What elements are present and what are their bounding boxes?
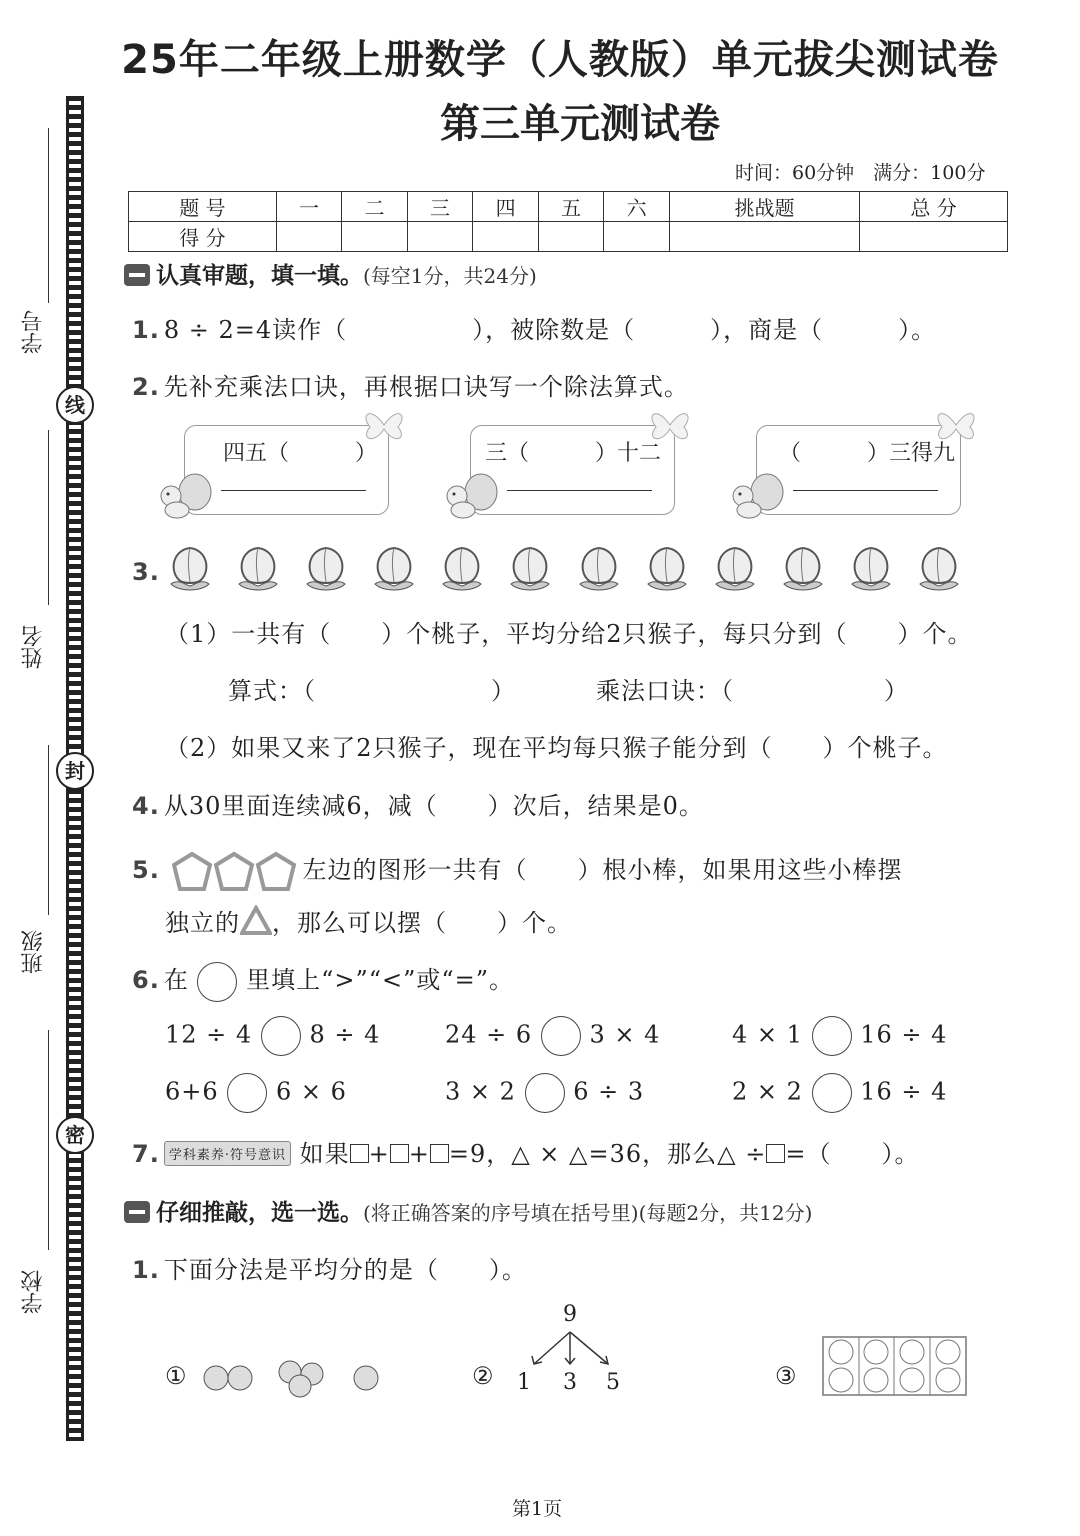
pentagon-sticks-icon — [172, 851, 302, 893]
score-cell[interactable] — [407, 222, 473, 252]
answer-line[interactable] — [221, 490, 366, 491]
question-1-3-rhyme: 乘法口诀：（ ） — [596, 677, 909, 705]
score-cell[interactable] — [473, 222, 539, 252]
butterfly-icon — [360, 405, 408, 447]
question-text: 如果 — [299, 1140, 350, 1168]
squirrel-icon — [441, 470, 501, 520]
compare-right: 6 ÷ 3 — [573, 1077, 645, 1106]
compare-item — [445, 1016, 660, 1056]
butterfly-icon — [932, 405, 980, 447]
compare-answer-circle[interactable] — [227, 1073, 267, 1113]
compare-left: 24 ÷ 6 — [445, 1020, 533, 1049]
score-row-label: 得 分 — [129, 222, 277, 252]
compare-left: 2 × 2 — [732, 1077, 803, 1106]
section-number-icon — [124, 1201, 150, 1223]
score-cell[interactable] — [860, 222, 1008, 252]
tree-arrows-icon — [520, 1330, 620, 1370]
question-number: 7. — [132, 1140, 160, 1168]
question-1-3-formula: 算式：（ ） — [228, 677, 516, 705]
compare-left: 4 × 1 — [732, 1020, 803, 1049]
section2-note: (将正确答案的序号填在括号里)(每题2分，共12分) — [363, 1201, 813, 1225]
rhyme-text: 四五（ ） — [223, 441, 378, 466]
page-title: 25年二年级上册数学（人教版）单元拔尖测试卷 — [121, 37, 999, 83]
score-cell[interactable] — [276, 222, 342, 252]
compare-answer-circle[interactable] — [525, 1073, 565, 1113]
apple-group-icon — [200, 1352, 390, 1398]
time-info: 时间：60分钟 满分：100分 — [735, 162, 986, 184]
score-cell[interactable] — [604, 222, 670, 252]
question-text: 独立的 — [165, 909, 240, 937]
compare-right: 3 × 4 — [589, 1020, 661, 1049]
peach-icon — [301, 540, 351, 592]
option-1-label: ① — [165, 1362, 188, 1390]
score-header-cell: 题 号 — [129, 192, 277, 222]
score-cell[interactable] — [342, 222, 408, 252]
peach-icon — [437, 540, 487, 592]
compare-left: 3 × 2 — [445, 1077, 516, 1106]
score-header-cell: 一 — [276, 192, 342, 222]
score-header-cell: 挑战题 — [669, 192, 859, 222]
seal-seal: 封 — [56, 752, 94, 790]
score-header-cell: 四 — [473, 192, 539, 222]
answer-line[interactable] — [507, 490, 652, 491]
compare-item — [165, 1073, 347, 1113]
literacy-badge: 学科素养·符号意识 — [164, 1141, 291, 1166]
seal-secret: 密 — [56, 1116, 94, 1154]
tree-top: 9 — [563, 1302, 577, 1327]
compare-left: 6+6 — [165, 1077, 219, 1106]
score-header-cell: 三 — [407, 192, 473, 222]
question-2-1 — [132, 1250, 527, 1285]
page-subtitle: 第三单元测试卷 — [440, 101, 720, 147]
peach-icon — [642, 540, 692, 592]
label-class: 班级 — [21, 930, 46, 974]
tree-leaf: 3 — [563, 1370, 577, 1395]
compare-answer-circle[interactable] — [812, 1073, 852, 1113]
compare-item — [732, 1016, 947, 1056]
section1-heading — [124, 257, 537, 290]
question-number: 1. — [132, 316, 160, 344]
question-1-2 — [132, 367, 689, 402]
question-number: 4. — [132, 792, 160, 820]
square-symbol — [350, 1144, 369, 1163]
question-text: 左边的图形一共有（ ）根小棒，如果用这些小棒摆 — [302, 856, 903, 884]
compare-left: 12 ÷ 4 — [165, 1020, 253, 1049]
page-number: 第1页 — [512, 1498, 563, 1520]
seal-line: 线 — [56, 386, 94, 424]
section1-note: (每空1分，共24分) — [363, 264, 537, 288]
compare-item — [445, 1073, 644, 1113]
question-text: =9，△ × △=36，那么△ ÷ — [448, 1140, 767, 1168]
rhyme-text: （ ）三得九 — [779, 441, 956, 466]
question-text: 在 — [163, 966, 189, 994]
question-1-4 — [132, 786, 704, 821]
question-number: 6. — [132, 966, 160, 994]
option-3-label: ③ — [775, 1362, 798, 1390]
score-cell[interactable] — [669, 222, 859, 252]
peach-icon — [574, 540, 624, 592]
class-line — [48, 745, 49, 915]
label-name: 姓名 — [21, 625, 46, 669]
score-header-cell: 二 — [342, 192, 408, 222]
tree-leaf: 1 — [517, 1370, 531, 1395]
question-text: ，那么可以摆（ ）个。 — [272, 909, 572, 937]
peach-icon — [914, 540, 964, 592]
score-table — [128, 191, 1008, 252]
peach-icon — [778, 540, 828, 592]
question-number: 3. — [132, 558, 160, 586]
triangle-sticks-icon — [240, 905, 272, 935]
rhyme-text: 三（ ）十二 — [485, 441, 662, 466]
question-text: 先补充乘法口诀，再根据口诀写一个除法算式。 — [163, 373, 689, 401]
compare-answer-circle[interactable] — [541, 1016, 581, 1056]
squirrel-icon — [155, 470, 215, 520]
square-symbol — [390, 1144, 409, 1163]
butterfly-icon — [646, 405, 694, 447]
question-1-5-line2 — [165, 903, 572, 938]
question-number: 5. — [132, 856, 160, 884]
student-id-line — [48, 128, 49, 303]
question-text: 下面分法是平均分的是（ ）。 — [163, 1256, 527, 1284]
section2-heading — [124, 1194, 812, 1227]
peach-icon — [710, 540, 760, 592]
squirrel-icon — [727, 470, 787, 520]
square-symbol — [766, 1144, 785, 1163]
compare-answer-circle[interactable] — [261, 1016, 301, 1056]
question-1-3-number — [132, 558, 164, 586]
peach-icon — [233, 540, 283, 592]
peach-row — [165, 540, 977, 596]
compare-right: 16 ÷ 4 — [860, 1077, 948, 1106]
compare-answer-circle[interactable] — [812, 1016, 852, 1056]
compare-right: 16 ÷ 4 — [860, 1020, 948, 1049]
compare-item — [732, 1073, 947, 1113]
score-cell[interactable] — [538, 222, 604, 252]
section2-title: 仔细推敲，选一选。 — [156, 1200, 363, 1226]
question-1-1 — [132, 310, 936, 345]
peach-icon — [846, 540, 896, 592]
peach-icon — [369, 540, 419, 592]
question-text: 里填上“>”“<”或“=”。 — [246, 966, 515, 994]
section-number-icon — [124, 264, 150, 286]
question-text: 8 ÷ 2=4读作（ ），被除数是（ ），商是（ ）。 — [163, 316, 937, 344]
label-student-id: 学号 — [21, 310, 46, 354]
question-1-3-sub2: （2）如果又来了2只猴子，现在平均每只猴子能分到（ ）个桃子。 — [165, 734, 948, 762]
question-text: =（ ）。 — [785, 1140, 920, 1168]
question-1-6 — [132, 960, 514, 1002]
compare-right: 6 × 6 — [275, 1077, 347, 1106]
question-1-3-sub1: （1）一共有（ ）个桃子，平均分给2只猴子，每只分到（ ）个。 — [165, 620, 973, 648]
score-header-cell: 五 — [538, 192, 604, 222]
section1-title: 认真审题，填一填。 — [156, 263, 363, 289]
score-header-cell: 六 — [604, 192, 670, 222]
compare-circle-icon — [197, 962, 237, 1002]
name-line — [48, 430, 49, 605]
school-line — [48, 1030, 49, 1250]
question-number: 2. — [132, 373, 160, 401]
question-1-7: 7. 学科素养·符号意识 如果 + + =9，△ × △=36，那么△ ÷ =（ ）。 — [132, 1140, 920, 1168]
answer-line[interactable] — [793, 490, 938, 491]
question-1-5 — [132, 850, 902, 893]
question-number: 1. — [132, 1256, 160, 1284]
peach-icon — [165, 540, 215, 592]
circle-grid-icon — [822, 1336, 967, 1396]
compare-item — [165, 1016, 380, 1056]
score-header-cell: 总 分 — [860, 192, 1008, 222]
label-school: 学校 — [21, 1270, 46, 1314]
peach-icon — [505, 540, 555, 592]
square-symbol — [430, 1144, 449, 1163]
score-header-row — [129, 192, 1008, 222]
score-value-row — [129, 222, 1008, 252]
compare-right: 8 ÷ 4 — [309, 1020, 381, 1049]
question-text: 从30里面连续减6，减（ ）次后，结果是0。 — [163, 792, 704, 820]
tree-leaf: 5 — [606, 1370, 620, 1395]
option-2-label: ② — [472, 1362, 495, 1390]
